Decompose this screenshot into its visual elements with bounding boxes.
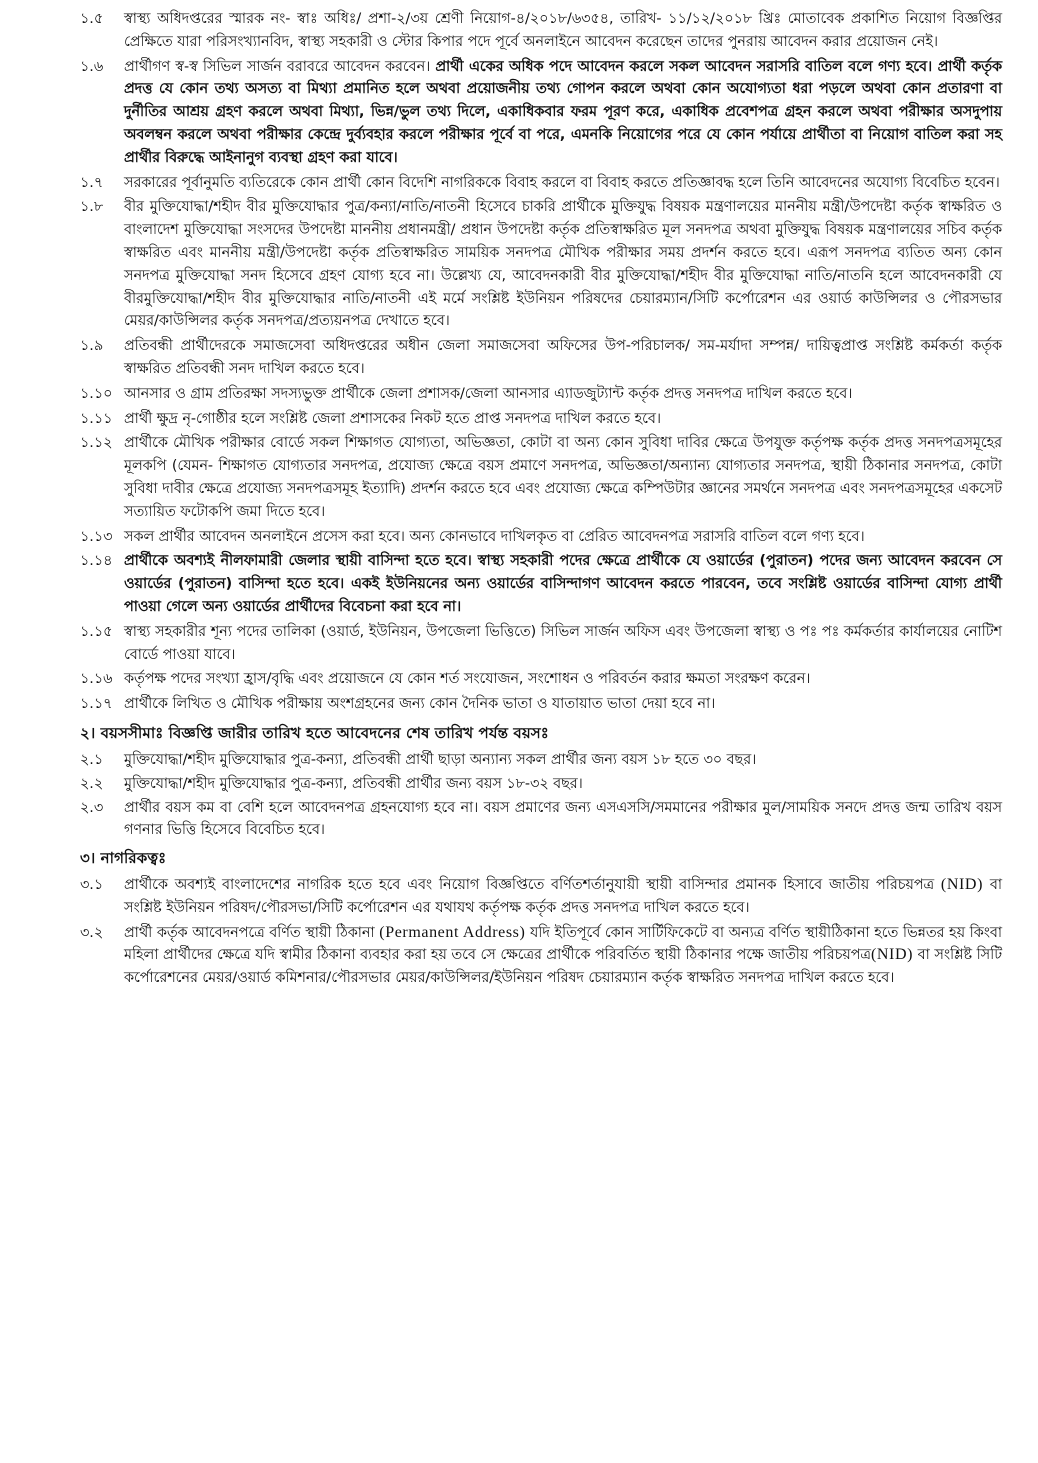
clause-number: ১.৫ — [80, 11, 104, 27]
clause-number: ১.১৪ — [80, 553, 113, 570]
clause-text: প্রার্থীকে মৌখিক পরীক্ষার বোর্ডে সকল শিক্ষাগত যোগ্যতা, অভিজ্ঞতা, কোটা বা অন্য কোন সুবিধা দাবির ক্ষেত্রে উপযুক্ত কর্তৃপক্ষ কর্তৃক প্রদত্ত সনদপত্রসমূহের মূলকপি (যেমন- শিক্ষাগত যোগ্যতার সনদপত্র, প্রযোজ্য ক্ষেত্রে বয়স প্রমাণে সনদপত্র, অভিজ্ঞতা/অন্যান্য যোগ্যতার সনদপত্র, স্থায়ী ঠিকানার সনদপত্র, কোটা সুবিধা দাবীর ক্ষেত্রে প্রযোজ্য সনদপত্রসমূহ ইত্যাদি) প্রদর্শন করতে হবে এবং প্রযোজ্য ক্ষেত্রে কম্পিউটার জ্ঞানের সমর্থনে সনদপত্র এবং সনদপত্রসমূহের একসেট সত্যায়িত ফটোকপি জমা দিতে হবে। — [124, 435, 1002, 520]
clause-1-16 — [80, 668, 1002, 691]
nid-term: (NID) — [870, 946, 914, 964]
clause-2-3 — [80, 797, 1002, 841]
clause-1-12 — [80, 432, 1002, 523]
clause-text: বীর মুক্তিযোদ্ধা/শহীদ বীর মুক্তিযোদ্ধার পুত্র/কন্যা/নাতি/নাতনী হিসেবে চাকরি প্রার্থীকে মুক্তিযুদ্ধ বিষয়ক মন্ত্রণালয়ের মাননীয় মন্ত্রী/উপদেষ্টা কর্তৃক স্বাক্ষরিত ও বাংলাদেশ মুক্তিযোদ্ধা সংসদের উপদেষ্টা মাননীয় প্রধানমন্ত্রী/ প্রধান উপদেষ্টা কর্তৃক প্রতিস্বাক্ষরিত মূল সনদপত্র অথবা মুক্তিযুদ্ধ বিষয়ক মন্ত্রণালয়ের সচিব কর্তৃক স্বাক্ষরিত এবং মাননীয় মন্ত্রী/উপদেষ্টা কর্তৃক প্রতিস্বাক্ষরিত সাময়িক সনদপত্র মৌখিক পরীক্ষার সময় প্রদর্শন করতে হবে। এরূপ সনদপত্র ব্যতিত অন্য কোন সনদপত্র মুক্তিযোদ্ধা সনদ হিসেবে গ্রহণ যোগ্য হবে না। উল্লেখ্য যে, আবেদনকারী বীর মুক্তিযোদ্ধা/শহীদ বীর মুক্তিযোদ্ধা নাতি/নাতনি হলে আবেদনকারী যে বীরমুক্তিযোদ্ধা/শহীদ বীর মুক্তিযোদ্ধার নাতি/নাতনী এই মর্মে সংশ্লিষ্ট ইউনিয়ন পরিষদের চেয়ারম্যান/সিটি কর্পোরেশন এর ওয়ার্ড কাউন্সিলর ও পৌরসভার মেয়র/কাউন্সিলর কর্তৃক সনদপত্র/প্রত্যয়নপত্র দেখাতে হবে। — [124, 199, 1002, 330]
section-2-heading: ২। বয়সসীমাঃ বিজ্ঞপ্তি জারীর তারিখ হতে আবেদনের শেষ তারিখ পর্যন্ত বয়সঃ — [80, 723, 549, 742]
clause-text: মুক্তিযোদ্ধা/শহীদ মুক্তিযোদ্ধার পুত্র-কন্যা, প্রতিবন্ধী প্রার্থীর জন্য বয়স ১৮-৩২ বছর। — [124, 775, 583, 792]
clause-bold-text: প্রার্থী একের অধিক পদে আবেদন করলে সকল আবেদন সরাসরি বাতিল বলে গণ্য হবে। প্রার্থী কর্তৃক প্রদত্ত যে কোন তথ্য অসত্য বা মিথ্যা প্রমানিত হলে অথবা প্রয়োজনীয় তথ্য গোপন করলে অথবা কোন অযোগ্যতা ধরা পড়লে অথবা কোন প্রতারণা বা দুর্নীতির আশ্রয় গ্রহণ করলে অথবা মিথ্যা, ভিন্ন/ভুল তথ্য দিলে, একাধিকবার ফরম পূরণ করে, একাধিক প্রবেশপত্র গ্রহন করলে অথবা পরীক্ষার অসদুপায় অবলম্বন করলে অথবা পরীক্ষার কেন্দ্রে দুর্ব্যবহার করলে পরীক্ষার পূর্বে বা পরে, এমনকি নিয়োগের পরে যে কোন পর্যায়ে প্রার্থীতা বা নিয়োগ বাতিল করা সহ প্রার্থীর বিরুদ্ধে আইনানুগ ব্যবস্থা গ্রহণ করা যাবে। — [124, 58, 1002, 166]
clause-number: ১.৮ — [80, 199, 104, 216]
clause-text: মুক্তিযোদ্ধা/শহীদ মুক্তিযোদ্ধার পুত্র-কন্যা, প্রতিবন্ধী প্রার্থী ছাড়া অন্যান্য সকল প্রার্থীর জন্য বয়স ১৮ হতে ৩০ বছর। — [124, 751, 757, 768]
clause-text: বা সংশ্লিষ্ট ইউনিয়ন পরিষদ/পৌরসভা/সিটি কর্পোরেশন এর যথাযথ কর্তৃপক্ষ কর্তৃক প্রদত্ত সনদপত্র দাখিল করতে হবে। — [124, 876, 1002, 916]
clause-number: ১.৯ — [80, 338, 104, 355]
nid-term: (NID) — [940, 875, 984, 893]
clause-bold-text: প্রার্থীকে অবশ্যই নীলফামারী জেলার স্থায়ী বাসিন্দা হতে হবে। স্বাস্থ্য সহকারী পদের ক্ষেত্রে প্রার্থীকে যে ওয়ার্ডের (পুরাতন) পদের জন্য আবেদন করবেন সে ওয়ার্ডের (পুরাতন) বাসিন্দা হতে হবে। একই ইউনিয়নের অন্য ওয়ার্ডের বাসিন্দাগণ আবেদন করতে পারবেন, তবে সংশ্লিষ্ট ওয়ার্ডের বাসিন্দা যোগ্য প্রার্থী পাওয়া গেলে অন্য ওয়ার্ডের প্রার্থীদের বিবেচনা করা হবে না। — [124, 553, 1002, 615]
clause-1-9 — [80, 335, 1002, 381]
clause-text: স্বাস্থ্য সহকারীর শূন্য পদের তালিকা (ওয়ার্ড, ইউনিয়ন, উপজেলা ভিত্তিতে) সিভিল সার্জন অফিস এবং উপজেলা স্বাস্থ্য ও পঃ পঃ কর্মকর্তার কার্যালয়ের নোটিশ বোর্ডে পাওয়া যাবে। — [124, 623, 1002, 663]
clause-number: ১.১১ — [80, 410, 113, 427]
clause-1-5 — [80, 8, 1002, 54]
clause-number: ১.১০ — [80, 385, 113, 402]
clause-1-8 — [80, 196, 1002, 333]
clause-2-1 — [80, 749, 1002, 771]
clause-1-14 — [80, 550, 1002, 618]
clause-1-10 — [80, 383, 1002, 406]
clause-number: ১.১৬ — [80, 671, 113, 688]
clause-number: ৩.১ — [80, 876, 104, 893]
clause-text: সকল প্রার্থীর আবেদন অনলাইনে প্রসেস করা হবে। অন্য কোনভাবে দাখিলকৃত বা প্রেরিত আবেদনপত্র সরাসরি বাতিল বলে গণ্য হবে। — [124, 528, 865, 545]
clause-number: ১.৬ — [80, 58, 104, 75]
clause-text: প্রার্থীগণ স্ব-স্ব সিভিল সার্জন বরাবরে আবেদন করবেন। — [124, 58, 436, 75]
clause-1-6 — [80, 56, 1002, 170]
clause-1-17 — [80, 693, 1002, 716]
clause-3-1 — [80, 874, 1002, 920]
clause-number: ১.১২ — [80, 435, 113, 452]
clause-text: প্রার্থী কর্তৃক আবেদনপত্রে বর্ণিত স্থায়ী ঠিকানা — [124, 924, 380, 941]
clause-text: আনসার ও গ্রাম প্রতিরক্ষা সদস্যভুক্ত প্রার্থীকে জেলা প্রশাসক/জেলা আনসার এ্যাডজুট্যান্ট কর্তৃক প্রদত্ত সনদপত্র দাখিল করতে হবে। — [124, 385, 853, 402]
clause-number: ২.১ — [80, 751, 104, 768]
clause-number: ১.১৫ — [80, 623, 113, 640]
clause-number: ২.২ — [80, 775, 104, 792]
clause-text: প্রতিবন্ধী প্রার্থীদেরকে সমাজসেবা অধিদপ্তরের অধীন জেলা সমাজসেবা অফিসের উপ-পরিচালক/ সম-মর্যাদা সম্পন্ন/ দায়িত্বপ্রাপ্ত সংশ্লিষ্ট কর্মকর্তা কর্তৃক স্বাক্ষরিত প্রতিবন্ধী সনদ দাখিল করতে হবে। — [124, 338, 1002, 377]
clause-1-15 — [80, 621, 1002, 667]
clause-text: যদি ইতিপূর্বে কোন সার্টিফিকেটে বা অন্যত্র বর্ণিত স্থায়ীঠিকানা হতে ভিন্নতর হয় কিংবা মহিলা প্রার্থীদের ক্ষেত্রে যদি স্বামীর ঠিকানা ব্যবহার করা হয় তবে সে ক্ষেত্রের প্রার্থীকে পরিবর্তিত স্থায়ী ঠিকানার পক্ষে জাতীয় পরিচয়পত্র — [124, 924, 1002, 964]
clause-text: স্বাস্থ্য অধিদপ্তরের স্মারক নং- স্বাঃ অধিঃ/ প্রশা-২/৩য় শ্রেণী নিয়োগ-৪/২০১৮/৬৩৫৪, তারিখ- ১১/১২/২০১৮ খ্রিঃ মোতাবেক প্রকাশিত নিয়োগ বিজ্ঞপ্তির প্রেক্ষিতে যারা পরিসংখ্যানবিদ, স্বাস্থ্য সহকারী ও স্টোর কিপার পদে পূর্বে অনলাইনে আবেদন করেছেন তাদের পুনরায় আবেদন করার প্রয়োজন নেই। — [124, 11, 1002, 50]
clause-number: ৩.২ — [80, 924, 104, 941]
clause-1-13 — [80, 526, 1002, 549]
clause-text: কর্তৃপক্ষ পদের সংখ্যা হ্রাস/বৃদ্ধি এবং প্রয়োজনে যে কোন শর্ত সংযোজন, সংশোধন ও পরিবর্তন করার ক্ষমতা সংরক্ষণ করেন। — [124, 671, 811, 688]
clause-text: প্রার্থীর বয়স কম বা বেশি হলে আবেদনপত্র গ্রহনযোগ্য হবে না। বয়স প্রমাণের জন্য এসএসসি/সমমানের পরীক্ষার মুল/সাময়িক সনদে প্রদত্ত জন্ম তারিখ বয়স গণনার ভিত্তি হিসেবে বিবেচিত হবে। — [124, 799, 1002, 838]
clause-number: ১.৭ — [80, 174, 104, 191]
clause-number: ২.৩ — [80, 799, 104, 816]
clause-number: ১.১৭ — [80, 696, 113, 713]
clause-1-11 — [80, 408, 1002, 431]
section-3-heading: ৩। নাগরিকত্বঃ — [80, 848, 167, 867]
clause-text: প্রার্থীকে অবশ্যই বাংলাদেশের নাগরিক হতে হবে এবং নিয়োগ বিজ্ঞপ্তিতে বর্ণিতশর্তানুযায়ী স্থায়ী বাসিন্দার প্রমানক হিসাবে জাতীয় পরিচয়পত্র — [124, 876, 941, 893]
clause-2-2 — [80, 773, 1002, 795]
clause-text: সরকারের পূর্বানুমতি ব্যতিরেকে কোন প্রার্থী কোন বিদেশি নাগরিককে বিবাহ করলে বা বিবাহ করতে প্রতিজ্ঞাবদ্ধ হলে তিনি আবেদনের অযোগ্য বিবেচিত হবেন। — [124, 174, 1000, 191]
clause-number: ১.১৩ — [80, 528, 113, 545]
clause-text: প্রার্থী ক্ষুদ্র নৃ-গোষ্ঠীর হলে সংশ্লিষ্ট জেলা প্রশাসকের নিকট হতে প্রাপ্ত সনদপত্র দাখিল করতে হবে। — [124, 410, 661, 427]
clause-1-7 — [80, 172, 1002, 195]
clause-text: বা সংশ্লিষ্ট সিটি কর্পোরেশনের মেয়র/ওয়ার্ড কমিশনার/পৌরসভার মেয়র/কাউন্সিলর/ইউনিয়ন পরিষদ চেয়ারম্যান কর্তৃক স্বাক্ষরিত সনদপত্র দাখিল করতে হবে। — [124, 947, 1002, 987]
permanent-address-term: (Permanent Address) — [379, 923, 526, 941]
clause-text: প্রার্থীকে লিখিত ও মৌখিক পরীক্ষায় অংশগ্রহনের জন্য কোন দৈনিক ভাতা ও যাতায়াত ভাতা দেয়া হবে না। — [124, 696, 716, 713]
clause-3-2 — [80, 922, 1002, 990]
